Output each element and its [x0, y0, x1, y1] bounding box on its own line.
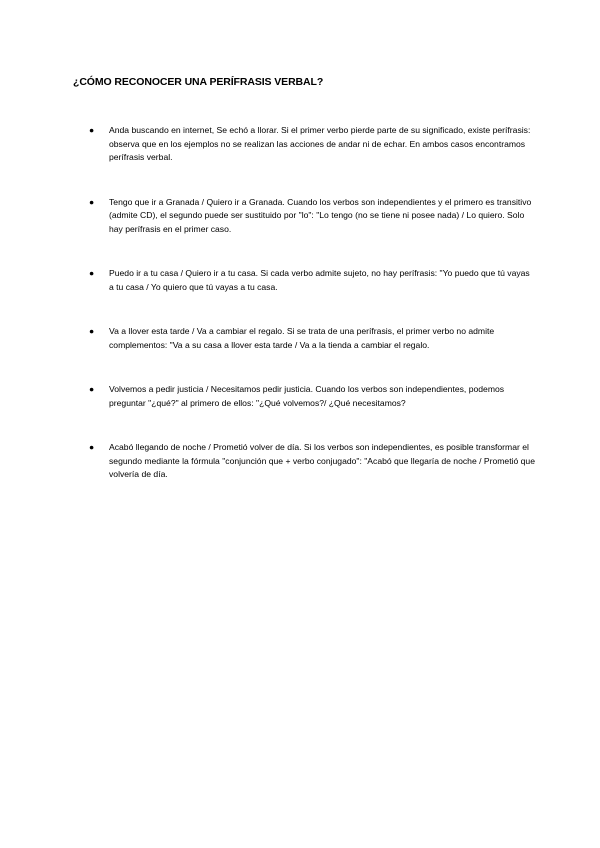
bullet-icon: ●: [89, 268, 95, 278]
list-item: [89, 196, 535, 237]
bullet-icon: ●: [89, 196, 95, 207]
list-item-text: Volvemos a pedir justicia / Necesitamos pedir justicia. Cuando los verbos son independientes, podemos preguntar "¿qué?" al primero de ellos: "¿Qué volvemos?/ ¿Qué necesitamos?: [109, 384, 505, 408]
list-item-text: Anda buscando en internet, Se echó a llorar. Si el primer verbo pierde parte de su significado, existe perífrasis: observa que en los ejemplos no se realizan las acciones de andar ni de echar. En ambos casos encontramos perífrasis verbal.: [109, 125, 531, 162]
list-item-text: Acabó llegando de noche / Prometió volver de día. Si los verbos son independientes, es posible transformar el segundo mediante la fórmula "conjunción que + verbo conjugado": "Acabó que llegaría de noche / Prometió que volvería de día.: [109, 442, 535, 479]
document-title: ¿CÓMO RECONOCER UNA PERÍFRASIS VERBAL?: [73, 76, 324, 88]
list-item-text: Puedo ir a tu casa / Quiero ir a tu casa. Si cada verbo admite sujeto, no hay perífrasis: "Yo puedo que tú vayas a tu casa / Yo quiero que tú vayas a tu casa.: [109, 268, 530, 292]
list-item: [89, 441, 535, 482]
list-item: [89, 124, 535, 165]
bullet-icon: ●: [89, 326, 95, 336]
list-item: [89, 267, 535, 294]
bullet-icon: ●: [89, 384, 95, 394]
bullet-icon: ●: [89, 442, 95, 452]
list-item-text: Tengo que ir a Granada / Quiero ir a Granada. Cuando los verbos son independientes y el primero es transitivo (admite CD), el segundo puede ser sustituido por "lo": "Lo tengo (no se tiene ni posee nada) / Lo quiero. Solo hay perífrasis en el primer caso.: [109, 196, 532, 234]
criteria-list: [89, 124, 535, 513]
list-item-text: Va a llover esta tarde / Va a cambiar el regalo. Si se trata de una perífrasis, el primer verbo no admite complementos: "Va a su casa a llover esta tarde / Va a la tienda a cambiar el regalo.: [109, 326, 495, 350]
list-item: [89, 325, 535, 352]
list-item: [89, 383, 535, 410]
bullet-icon: ●: [89, 125, 95, 135]
